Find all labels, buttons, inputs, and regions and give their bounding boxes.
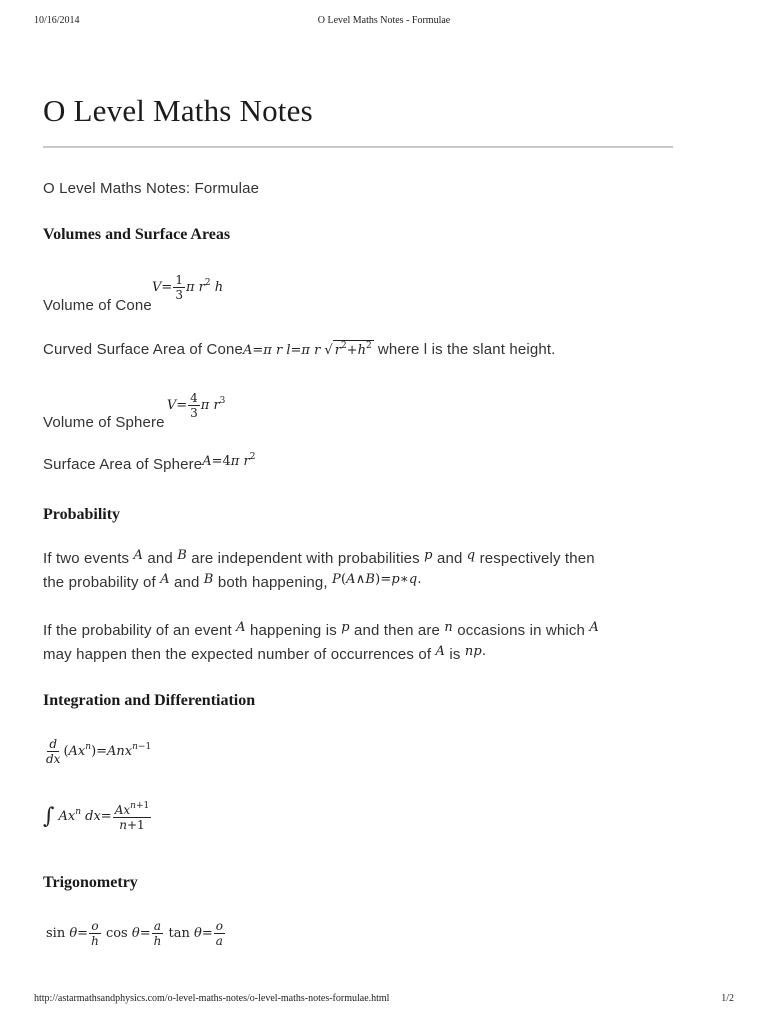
prob-text: If two events <box>43 550 130 567</box>
prob-text: the probability of <box>43 574 156 591</box>
integral-formula: ∫ Ax$^n$ dx= $\frac{Ax^{n+1}}{n+1}$ <box>43 801 150 832</box>
prob-text: and <box>147 550 173 567</box>
prob-text: respectively then <box>479 550 595 567</box>
independent-probability-formula: P(A∧B)=p∗q. <box>332 572 422 587</box>
sphere-volume-row <box>43 391 226 431</box>
volume-cone-label: Volume of Cone <box>43 297 152 314</box>
print-footer <box>0 993 768 1009</box>
probability-paragraph-2-line-1 <box>43 622 599 639</box>
section-heading-probability: Probability <box>43 506 121 523</box>
sphere-volume-formula: V= $\frac{4}{3}$ π $r^3$ <box>166 391 226 420</box>
section-heading-volumes: Volumes and Surface Areas <box>43 226 231 243</box>
cone-surface-suffix: where l is the slant height. <box>377 341 556 358</box>
prob-text: may happen then the expected number of occurrences of <box>43 646 432 663</box>
print-header <box>0 15 768 31</box>
section-heading-calculus: Integration and Differentiation <box>43 692 256 709</box>
prob-text: both happening, <box>217 574 328 591</box>
occasions-n: n <box>444 620 453 635</box>
sphere-surface-formula: A=4π $r^2$ <box>202 452 256 469</box>
cone-surface-label: Curved Surface Area of Cone <box>43 341 243 358</box>
section-heading-trigonometry: Trigonometry <box>43 874 138 891</box>
sphere-volume-label: Volume of Sphere <box>43 414 165 431</box>
prob-q: q <box>466 548 476 563</box>
cone-surface-row <box>43 340 556 358</box>
prob-text: is <box>449 646 461 663</box>
event-b: B <box>177 548 187 563</box>
event-b: B <box>203 572 214 587</box>
page-title: O Level Maths Notes <box>43 93 313 128</box>
probability-paragraph-1-line-1 <box>43 550 595 567</box>
prob-text: are independent with probabilities <box>191 550 420 567</box>
prob-text: and then are <box>354 622 441 639</box>
prob-text: occasions in which <box>457 622 586 639</box>
sphere-surface-row <box>43 452 256 473</box>
prob-text: and <box>436 550 463 567</box>
print-date: 10/16/2014 <box>34 15 80 26</box>
event-a: A <box>236 620 246 635</box>
trig-formula-row <box>46 920 226 947</box>
prob-p: p <box>341 620 350 635</box>
expected-occurrences-formula: np. <box>464 644 487 659</box>
event-a: A <box>133 548 144 563</box>
event-a: A <box>589 620 599 635</box>
prob-p: p <box>424 548 433 563</box>
probability-paragraph-2-line-2 <box>43 646 486 663</box>
article-subtitle: O Level Maths Notes: Formulae <box>43 180 260 197</box>
sphere-surface-label: Surface Area of Sphere <box>43 456 203 473</box>
prob-text: happening is <box>250 622 337 639</box>
print-url: http://astarmathsandphysics.com/o-level-maths-notes/o-level-maths-notes-formulae.html <box>34 993 390 1004</box>
probability-paragraph-1-line-2 <box>43 574 422 591</box>
volume-cone-formula: V= $\frac{1}{3}$ π $r^2$ h <box>152 273 224 302</box>
cone-surface-formula: A=π r l=π r √ $r^2+h^2$ <box>243 341 372 358</box>
event-a: A <box>435 644 446 659</box>
derivative-formula-row <box>43 738 151 765</box>
title-divider <box>43 146 673 148</box>
trig-formulas: sin θ= $\frac{o}{h}$ cos θ= $\frac{a}{h}$ tan θ= $\frac{o}{a}$ <box>46 919 223 948</box>
print-title: O Level Maths Notes - Formulae <box>317 15 451 26</box>
integral-formula-row <box>43 802 152 831</box>
event-a: A <box>160 572 170 587</box>
prob-text: If the probability of an event <box>43 622 232 639</box>
prob-text: and <box>173 574 200 591</box>
derivative-formula: $\frac{d}{dx}$ $(Ax^n)=Anx^{n-1}$ <box>46 737 152 766</box>
print-page-number: 1/2 <box>721 993 734 1004</box>
volume-cone-row <box>43 273 224 314</box>
